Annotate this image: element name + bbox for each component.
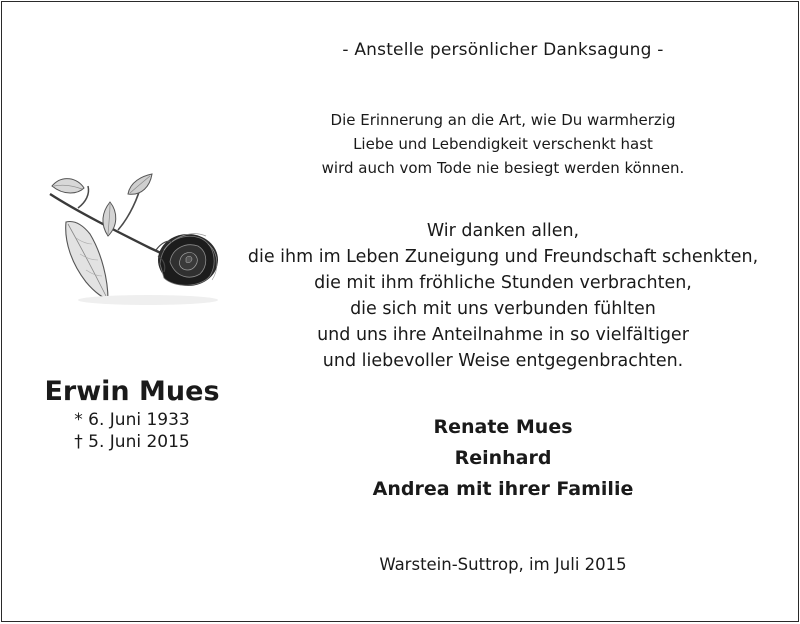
deceased-block: [38, 375, 226, 453]
deceased-name: Erwin Mues: [44, 376, 220, 407]
poem-line: Liebe und Lebendigkeit verschenkt hast: [353, 135, 653, 153]
rose-drawing-icon: [38, 172, 228, 307]
place-date: Warstein-Suttrop, im Juli 2015: [379, 555, 627, 574]
poem-line: wird auch vom Tode nie besiegt werden können.: [321, 159, 685, 177]
thanks-line: die ihm im Leben Zuneigung und Freundschaft schenkten,: [247, 247, 759, 267]
obituary-notice: [1, 1, 799, 622]
poem-line: Die Erinnerung an die Art, wie Du warmherzig: [330, 111, 676, 129]
death-date: † 5. Juni 2015: [74, 432, 190, 452]
notice-heading: - Anstelle persönlicher Danksagung -: [342, 40, 664, 60]
poem-block: [242, 108, 764, 180]
family-member: Renate Mues: [433, 416, 573, 438]
thanks-line: die mit ihm fröhliche Stunden verbrachten,: [314, 273, 692, 293]
thanks-line: die sich mit uns verbunden fühlten: [350, 299, 656, 319]
thanks-line: und liebevoller Weise entgegenbrachten.: [322, 351, 684, 371]
thanks-line: Wir danken allen,: [426, 221, 580, 241]
family-signatures: [302, 412, 704, 505]
thanks-block: [227, 218, 779, 374]
family-member: Reinhard: [454, 447, 552, 469]
thanks-line: und uns ihre Anteilnahme in so vielfältiger: [317, 325, 689, 345]
family-member: Andrea mit ihrer Familie: [372, 478, 634, 500]
birth-date: * 6. Juni 1933: [74, 410, 190, 430]
